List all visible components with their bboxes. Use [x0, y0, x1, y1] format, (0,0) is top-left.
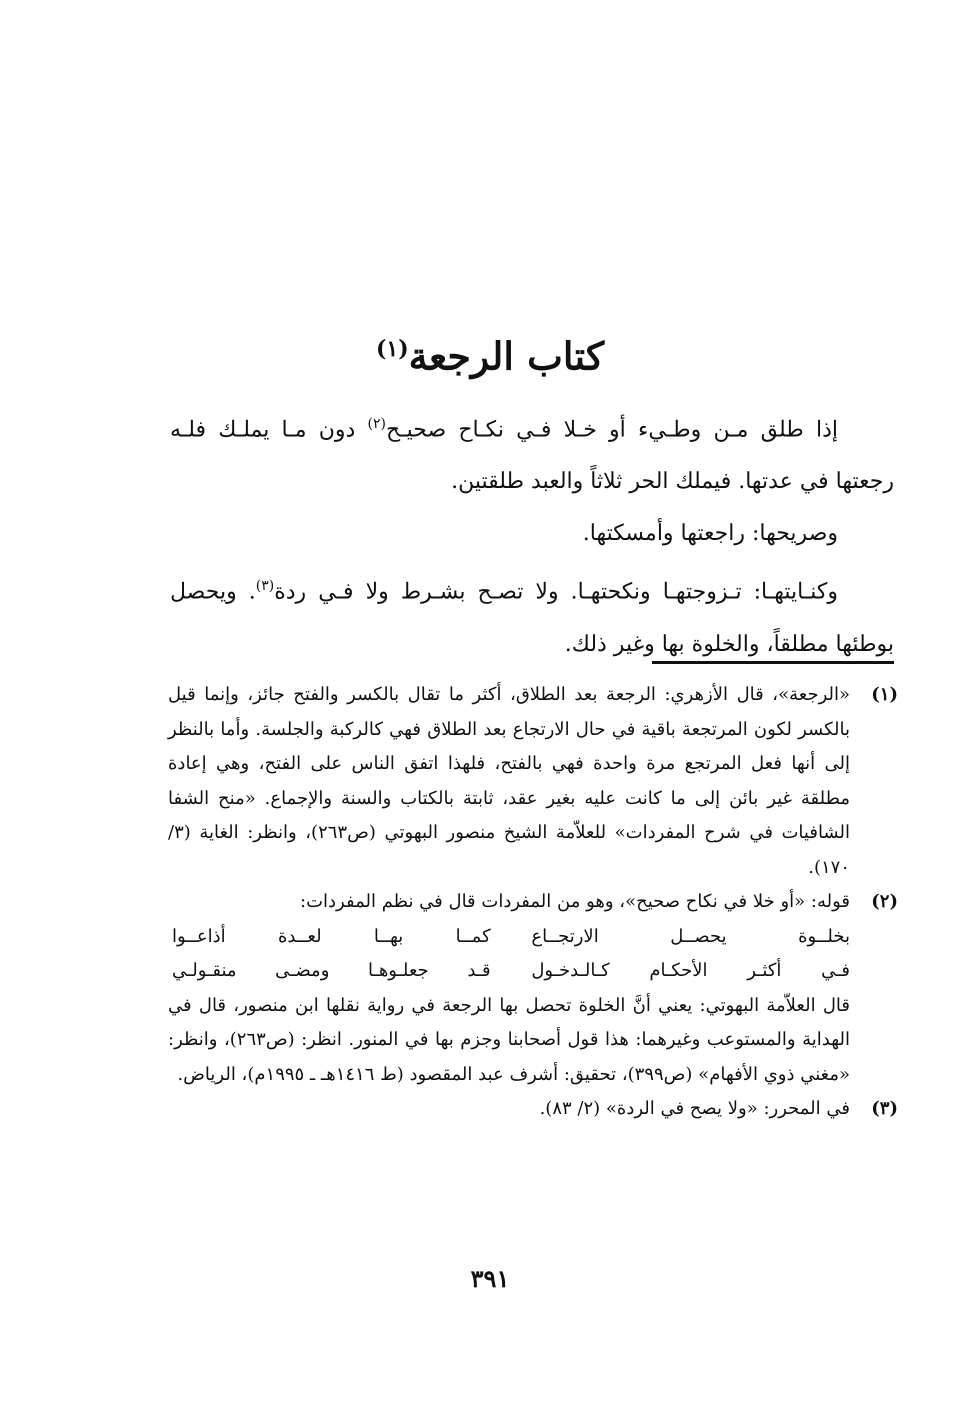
paragraph-1-part-2: دون مـا يملـك فلـه رجعتها في عدتها. فيملك الحر ثلاثاً والعبد طلقتين. — [170, 417, 894, 495]
note-2-marker: (٢) — [367, 416, 386, 432]
footnote-2-intro: قوله: «أو خلا في نكاح صحيح»، وهو من المفردات قال في نظم المفردات: — [300, 891, 850, 912]
paragraph-1-part-1: إذا طلق مـن وطـيء أو خـلا فـي نكـاح صحيـح — [385, 417, 838, 443]
chapter-title-text: كتاب الرجعة — [408, 334, 605, 380]
paragraph-3 — [170, 560, 894, 670]
poem-verse-2-second: قـد جعلـوهـا ومضـى منقـولـي — [172, 960, 491, 981]
note-3-marker: (٣) — [255, 578, 275, 595]
footnote-1 — [168, 678, 898, 885]
page-number: ٣٩١ — [470, 1264, 510, 1293]
paragraph-1 — [170, 398, 894, 508]
paragraph-2: وصريحها: راجعتها وأمسكتها. — [582, 521, 838, 547]
poem-verse-1 — [168, 920, 850, 955]
footnote-3-text: في المحرر: «ولا يصح في الردة» (٢/ ٨٣). — [539, 1098, 850, 1119]
footnote-2 — [168, 885, 898, 1092]
paragraph-3-part-1: وكنـايتهـا: تـزوجتهـا ونكحتهـا. ولا تصـح بشـرط ولا فـي ردة — [274, 579, 838, 605]
footnote-2-number: (٢) — [871, 891, 898, 912]
footnote-2-text: قال العلاّمة البهوتي: يعني أنَّ الخلوة تحصل بها الرجعة في رواية نقلها ابن منصور، قال في الهداية والمستوعب وغيرهما: هذا قول أصحابنا وجزم بها في المنور. انظر: (ص٢٦٣)، وانظر: «مغني ذوي الأفهام» (ص٣٩٩)، تحقيق: أشرف عبد المقصود (ط ١٤١٦هـ ـ ١٩٩٥م)، الرياض. — [168, 994, 850, 1085]
chapter-title — [0, 319, 980, 387]
poem-verse-2 — [168, 954, 850, 989]
footnotes — [168, 678, 898, 1127]
footnote-1-text: «الرجعة»، قال الأزهري: الرجعة بعد الطلاق، أكثر ما تقال بالكسر والفتح جائز، وإنما قيل بالكسر لكون المرتجعة باقية في حال الارتجاع بعد الطلاق فهي كالركبة والجلسة. وأما بالنظر إلى أنها فعل المرتجع مرة واحدة فهي بالفتح، فلهذا اتفق الناس على الفتح، وهي إعادة مطلقة غير بائن إلى ما كانت عليه بغير عقد، ثابتة بالكتاب والسنة والإجماع. «منح الشفا الشافيات في شرح المفردات» للعلاّمة الشيخ منصور البهوتي (ص٢٦٣)، وانظر: الغاية (٣/ ١٧٠). — [168, 684, 850, 878]
paragraph-3-part-2: . ويحصل بوطئها مطلقاً، والخلوة بها وغير ذلك. — [170, 579, 894, 657]
footnote-separator — [652, 661, 894, 664]
footnote-3 — [168, 1092, 898, 1127]
poem-verse-2-first: فـي أكثـر الأحكـام كـالـدخـول — [531, 960, 850, 981]
footnote-3-number: (٣) — [871, 1098, 898, 1119]
footnote-1-number: (١) — [871, 684, 898, 705]
footnote-2-body — [168, 885, 850, 1092]
chapter-title-note-marker: (١) — [375, 336, 409, 363]
poem-verse-1-first: بخلــوة يحصــل الارتجــاع — [531, 925, 850, 947]
main-text — [170, 398, 894, 671]
poem-verse-1-second: كمــا بهــا لعــدة أذاعــوا — [172, 925, 491, 947]
